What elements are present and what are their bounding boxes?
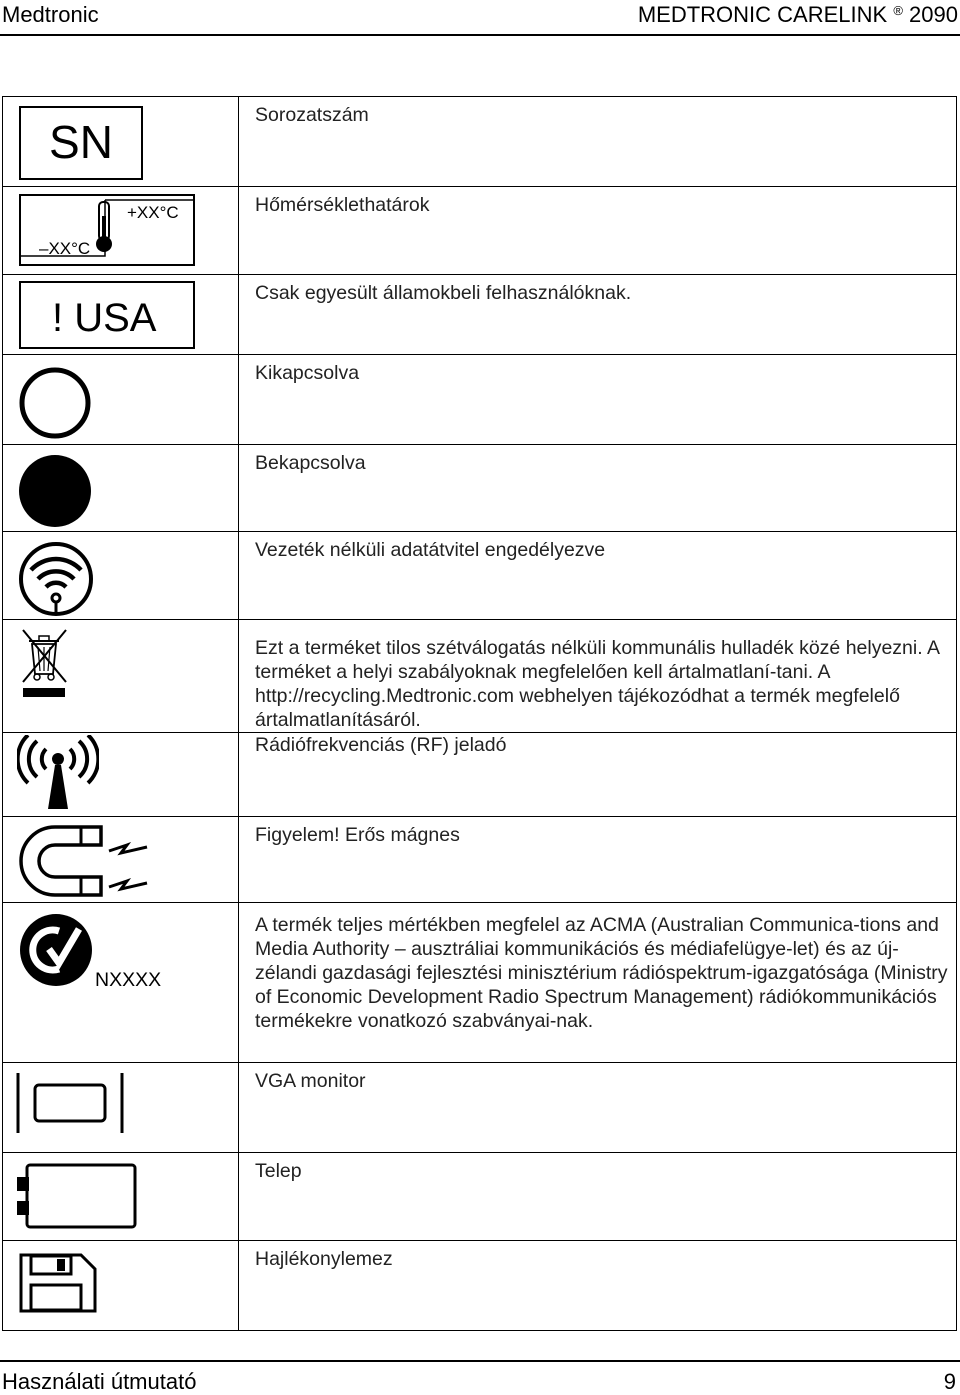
table-row (3, 733, 957, 817)
table-row (3, 620, 957, 733)
serial-number-text: SN (49, 116, 113, 168)
table-row (3, 275, 957, 355)
usa-only-text: ! USA (52, 296, 157, 340)
page-header (0, 0, 960, 36)
header-product (638, 2, 958, 28)
row-text: Hőmérséklethatárok (239, 187, 957, 275)
wireless-icon (17, 540, 95, 618)
row-text: VGA monitor (239, 1063, 957, 1153)
registered-mark: ® (893, 3, 903, 18)
table-row (3, 445, 957, 532)
row-text: Sorozatszám (239, 97, 957, 187)
temp-low-text: –XX°C (39, 239, 91, 258)
serial-number-symbol (19, 106, 143, 180)
vga-monitor-icon (15, 1071, 125, 1135)
rf-transmitter-icon (17, 735, 99, 809)
off-circle-icon (17, 365, 93, 441)
table-row (3, 532, 957, 620)
row-text: Rádiófrekvenciás (RF) jeladó (239, 733, 957, 817)
table-row (3, 903, 957, 1063)
row-text: A termék teljes mértékben megfelel az ACMA (Australian Communica-tions and Media Authority – ausztráliai kommunikációs és médiafelügye-let) és az új-zélandi gazdasági fejlesztési minisztérium rádióspektrum-igazgatósága (Ministry of Economic Development Radio Spectrum Management) rádiókommunikációs termékekre vonatkozó szabványai-nak. (239, 903, 957, 1063)
on-circle-icon (17, 453, 93, 529)
row-text: Vezeték nélküli adatátvitel engedélyezve (239, 532, 957, 620)
icon-cell (3, 97, 239, 187)
floppy-disk-icon (17, 1251, 99, 1315)
table-row (3, 187, 957, 275)
table-row (3, 1241, 957, 1331)
row-text: Hajlékonylemez (239, 1241, 957, 1331)
symbol-table (2, 96, 957, 1331)
weee-bin-icon (19, 628, 71, 700)
magnet-icon (17, 823, 149, 899)
header-model: 2090 (909, 2, 958, 27)
battery-icon (15, 1163, 139, 1229)
footer-title: Használati útmutató (2, 1369, 197, 1394)
row-text: Telep (239, 1153, 957, 1241)
usa-only-symbol (19, 281, 195, 349)
row-text: Bekapcsolva (239, 445, 957, 532)
table-row (3, 817, 957, 903)
table-row (3, 355, 957, 445)
row-text: Csak egyesült államokbeli felhasználóknak. (239, 275, 957, 355)
row-text: Kikapcsolva (239, 355, 957, 445)
temperature-limits-symbol (19, 194, 195, 266)
approval-number: NXXXX (95, 969, 162, 991)
temp-high-text: +XX°C (127, 203, 179, 222)
table-row (3, 97, 957, 187)
c-tick-icon (19, 913, 93, 987)
page-number: 9 (943, 1369, 956, 1394)
header-product-name: MEDTRONIC CARELINK (637, 2, 888, 27)
page-footer (0, 1360, 960, 1393)
row-text: Ezt a terméket tilos szétválogatás nélküli kommunális hulladék közé helyezni. A terméket a helyi szabályoknak megfelelően kell ártalmatlaní-tani. A http://recycling.Medtronic.com webhelyen tájékozódhat a termék megfelelő ártalmatlanításáról. (239, 620, 957, 733)
header-brand: Medtronic (2, 2, 99, 27)
table-row (3, 1153, 957, 1241)
table-row (3, 1063, 957, 1153)
row-text: Figyelem! Erős mágnes (239, 817, 957, 903)
